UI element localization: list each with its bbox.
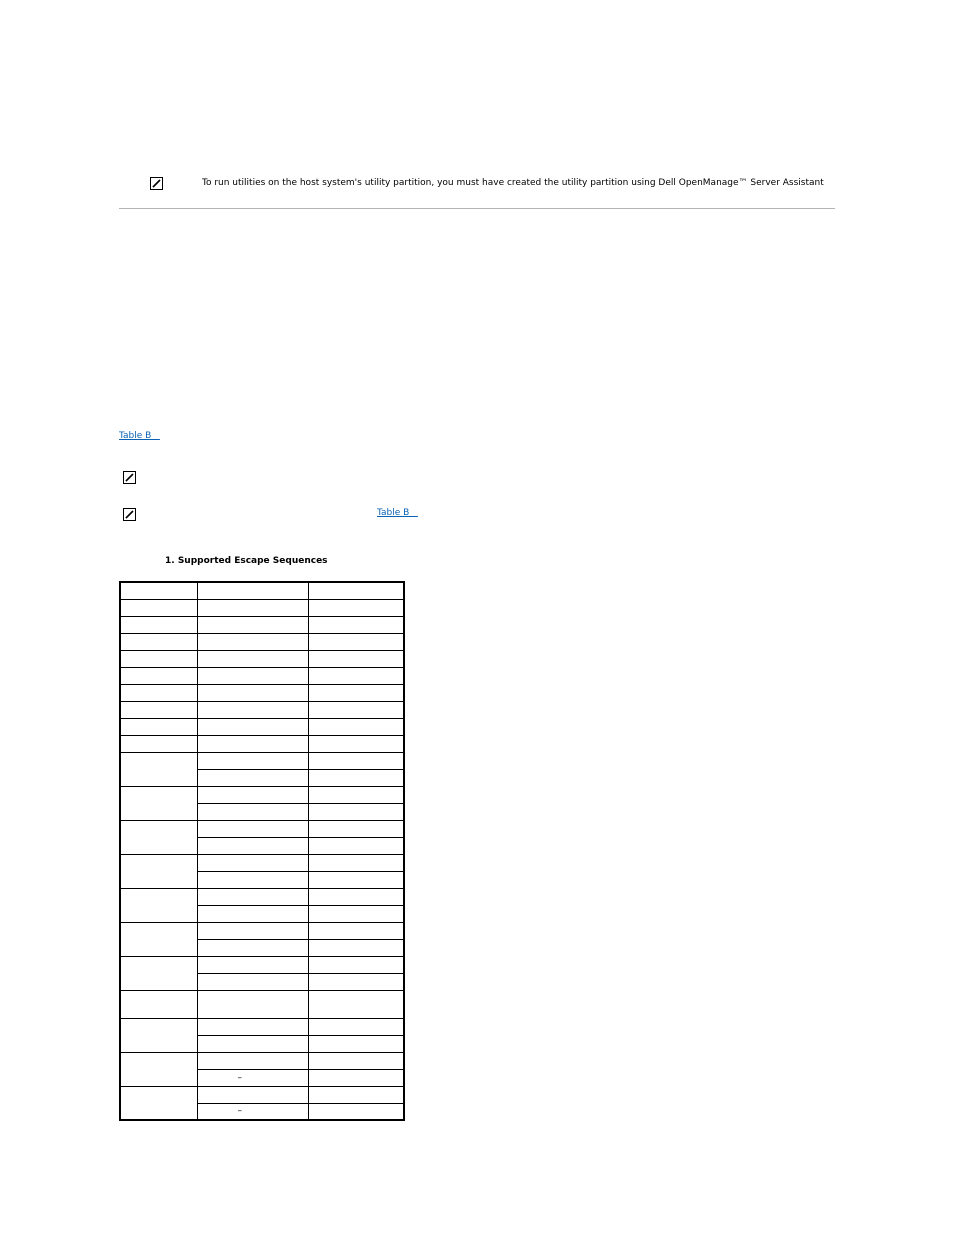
note-icon — [123, 508, 136, 521]
table-row — [120, 922, 404, 939]
note-icon — [123, 471, 136, 484]
table-row — [120, 616, 404, 633]
note-text: To run utilities on the host system's utility partition, you must have created the utility partition using Dell OpenManage™ Server Assistant — [202, 178, 824, 188]
table-row — [120, 854, 404, 871]
dash-mark: – — [197, 1069, 308, 1086]
table-row — [120, 990, 404, 1018]
table-row — [120, 650, 404, 667]
table-row — [120, 684, 404, 701]
table-b-link[interactable]: Table B — [119, 431, 160, 441]
dash-mark: – — [197, 1103, 308, 1120]
table-row — [120, 633, 404, 650]
table-row — [120, 956, 404, 973]
table-row — [120, 820, 404, 837]
table-row — [120, 582, 404, 599]
section-divider — [119, 208, 835, 209]
table-row — [120, 752, 404, 769]
table-caption: 1. Supported Escape Sequences — [165, 556, 328, 566]
table-row — [120, 735, 404, 752]
table-row — [120, 1086, 404, 1103]
note-icon — [150, 177, 163, 190]
table-row — [120, 667, 404, 684]
table-row — [120, 1052, 404, 1069]
table-row — [120, 599, 404, 616]
table-row — [120, 718, 404, 735]
table-b-link[interactable]: Table B — [377, 508, 418, 518]
table-row — [120, 888, 404, 905]
table-row — [120, 1018, 404, 1035]
escape-sequences-table — [119, 581, 405, 1121]
table-row — [120, 701, 404, 718]
table-row — [120, 786, 404, 803]
